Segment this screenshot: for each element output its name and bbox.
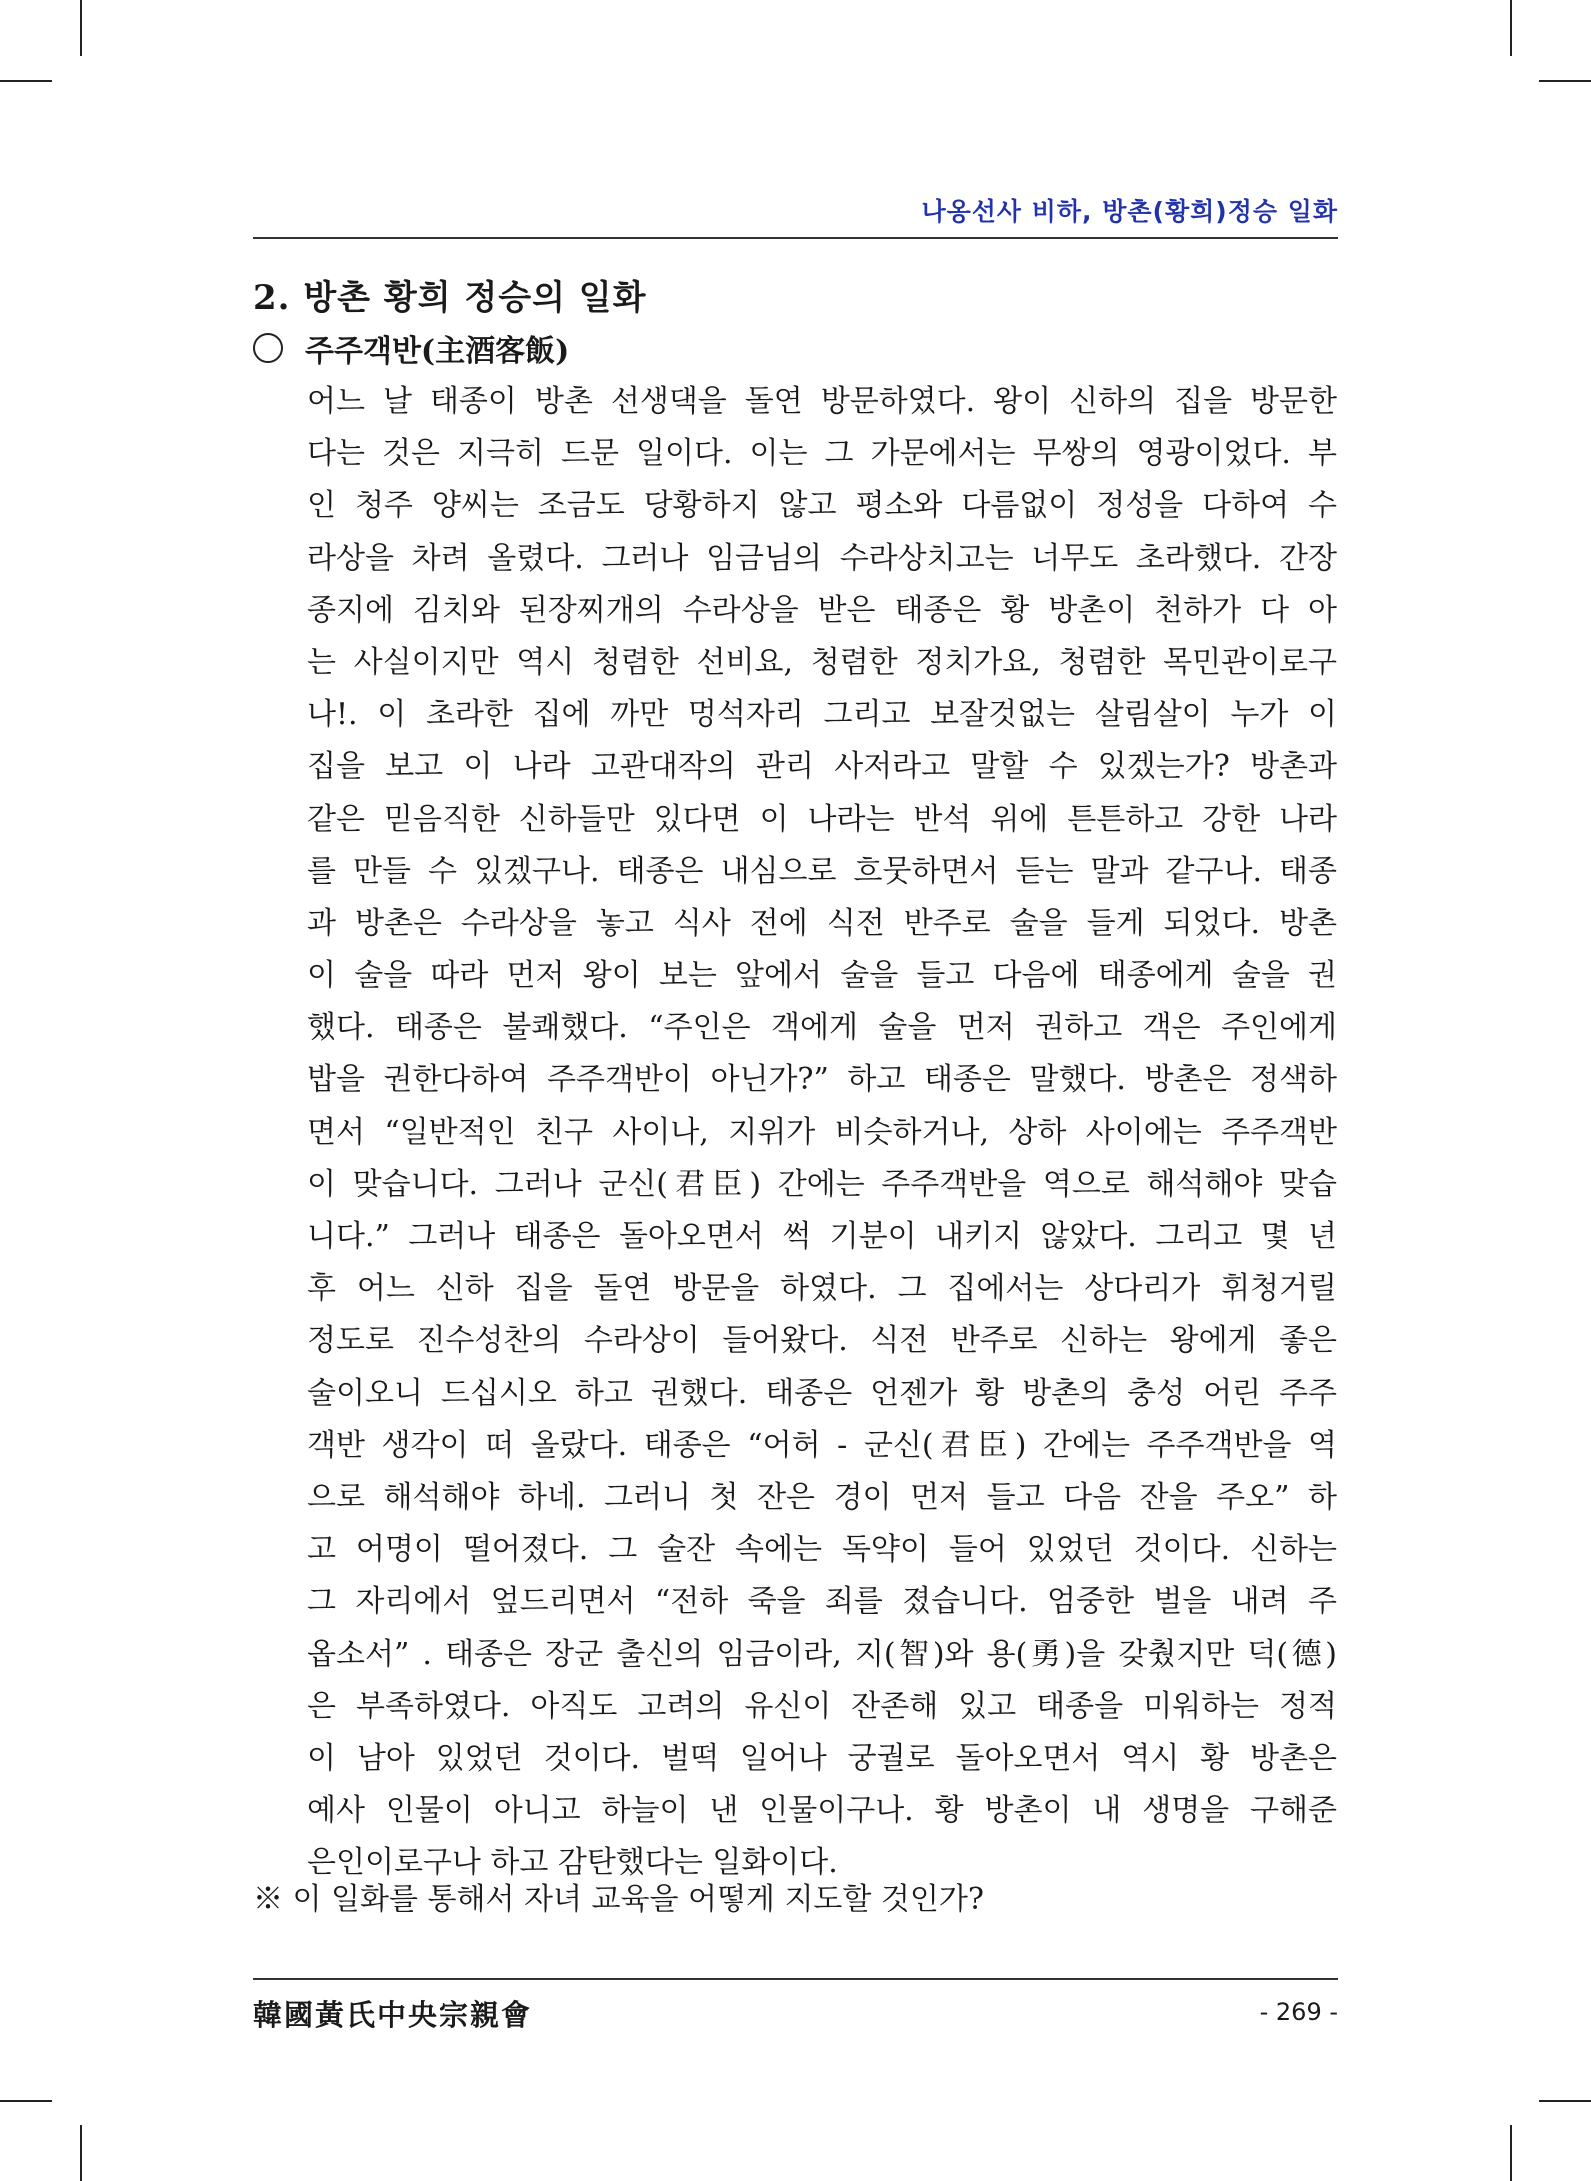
- body-line: 이 남아 있었던 것이다. 벌떡 일어나 궁궐로 돌아오면서 역시 황 방촌은: [307, 1740, 1337, 1776]
- header-rule: [253, 237, 1338, 239]
- body-line: 고 어명이 떨어졌다. 그 술잔 속에는 독약이 들어 있었던 것이다. 신하는: [307, 1532, 1337, 1568]
- body-text: [307, 376, 1337, 1889]
- body-line: 집을 보고 이 나라 고관대작의 관리 사저라고 말할 수 있겠는가? 방촌과: [307, 749, 1337, 785]
- body-line: 은인이로구나 하고 감탄했다는 일화이다.: [307, 1845, 838, 1881]
- crop-mark: [1539, 80, 1591, 82]
- crop-mark: [80, 2125, 82, 2181]
- body-line: 이 술을 따라 먼저 왕이 보는 앞에서 술을 들고 다음에 태종에게 술을 권: [307, 958, 1337, 994]
- body-line: 과 방촌은 수라상을 놓고 식사 전에 식전 반주로 술을 들게 되었다. 방촌: [307, 905, 1337, 941]
- body-line: 인 청주 양씨는 조금도 당황하지 않고 평소와 다름없이 정성을 다하여 수: [307, 488, 1337, 524]
- body-line: 다는 것은 지극히 드문 일이다. 이는 그 가문에서는 무쌍의 영광이었다. 부: [307, 436, 1337, 472]
- section-title: 2. 방촌 황희 정승의 일화: [253, 278, 647, 318]
- body-line: 종지에 김치와 된장찌개의 수라상을 받은 태종은 황 방촌이 천하가 다 아: [307, 592, 1337, 628]
- crop-mark: [80, 0, 82, 56]
- body-line: 는 사실이지만 역시 청렴한 선비요, 청렴한 정치가요, 청렴한 목민관이로구: [307, 644, 1337, 680]
- body-line: 이 맞습니다. 그러나 군신(君臣) 간에는 주주객반을 역으로 해석해야 맞습: [307, 1166, 1337, 1202]
- body-line: 면서 “일반적인 친구 사이나, 지위가 비슷하거나, 상하 사이에는 주주객반: [307, 1114, 1337, 1150]
- footer-organization: 韓國黃氏中央宗親會: [253, 1998, 533, 2032]
- body-line: 니다.” 그러나 태종은 돌아오면서 썩 기분이 내키지 않았다. 그리고 몇 년: [307, 1219, 1337, 1254]
- body-line: 라상을 차려 올렸다. 그러나 임금님의 수라상치고는 너무도 초라했다. 간장: [307, 540, 1337, 576]
- subsection-heading: [253, 326, 569, 370]
- body-line: 어느 날 태종이 방촌 선생댁을 돌연 방문하였다. 왕이 신하의 집을 방문한: [307, 384, 1337, 419]
- body-line: 같은 믿음직한 신하들만 있다면 이 나라는 반석 위에 튼튼하고 강한 나라: [307, 801, 1337, 837]
- body-line: 를 만들 수 있겠구나. 태종은 내심으로 흐뭇하면서 듣는 말과 같구나. 태종: [307, 853, 1337, 889]
- body-line: 정도로 진수성찬의 수라상이 들어왔다. 식전 반주로 신하는 왕에게 좋은: [307, 1323, 1337, 1359]
- body-line: 술이오니 드십시오 하고 권했다. 태종은 언젠가 황 방촌의 충성 어린 주주: [307, 1375, 1337, 1411]
- body-line: 옵소서” . 태종은 장군 출신의 임금이라, 지(智)와 용(勇)을 갖췄지만 덕(德): [307, 1636, 1337, 1672]
- discussion-note: ※ 이 일화를 통해서 자녀 교육을 어떻게 지도할 것인가?: [253, 1882, 984, 1917]
- crop-mark: [1510, 0, 1512, 56]
- body-line: 으로 해석해야 하네. 그러니 첫 잔은 경이 먼저 들고 다음 잔을 주오” 하: [307, 1479, 1337, 1515]
- body-line: 밥을 권한다하여 주주객반이 아닌가?” 하고 태종은 말했다. 방촌은 정색하: [307, 1062, 1337, 1098]
- body-line: 후 어느 신하 집을 돌연 방문을 하였다. 그 집에서는 상다리가 휘청거릴: [307, 1271, 1337, 1307]
- body-line: 객반 생각이 떠 올랐다. 태종은 “어허 - 군신(君臣) 간에는 주주객반을 역: [307, 1427, 1337, 1463]
- footer-rule: [253, 1978, 1338, 1980]
- circle-bullet-icon: [253, 333, 283, 363]
- subsection-title: 주주객반(主酒客飯): [305, 334, 570, 369]
- body-line: 그 자리에서 엎드리면서 “전하 죽을 죄를 졌습니다. 엄중한 벌을 내려 주: [307, 1584, 1337, 1620]
- body-line: 예사 인물이 아니고 하늘이 낸 인물이구나. 황 방촌이 내 생명을 구해준: [307, 1793, 1337, 1829]
- body-line: 은 부족하였다. 아직도 고려의 유신이 잔존해 있고 태종을 미워하는 정적: [307, 1688, 1337, 1724]
- body-line: 했다. 태종은 불쾌했다. “주인은 객에게 술을 먼저 권하고 객은 주인에게: [307, 1010, 1337, 1046]
- crop-mark: [0, 2100, 52, 2102]
- crop-mark: [1539, 2100, 1591, 2102]
- running-header: 나옹선사 비하, 방촌(황희)정승 일화: [921, 197, 1338, 226]
- page-number: - 269 -: [1259, 1998, 1338, 2026]
- crop-mark: [1510, 2125, 1512, 2181]
- crop-mark: [0, 80, 52, 82]
- body-line: 나!. 이 초라한 집에 까만 멍석자리 그리고 보잘것없는 살림살이 누가 이: [307, 697, 1337, 733]
